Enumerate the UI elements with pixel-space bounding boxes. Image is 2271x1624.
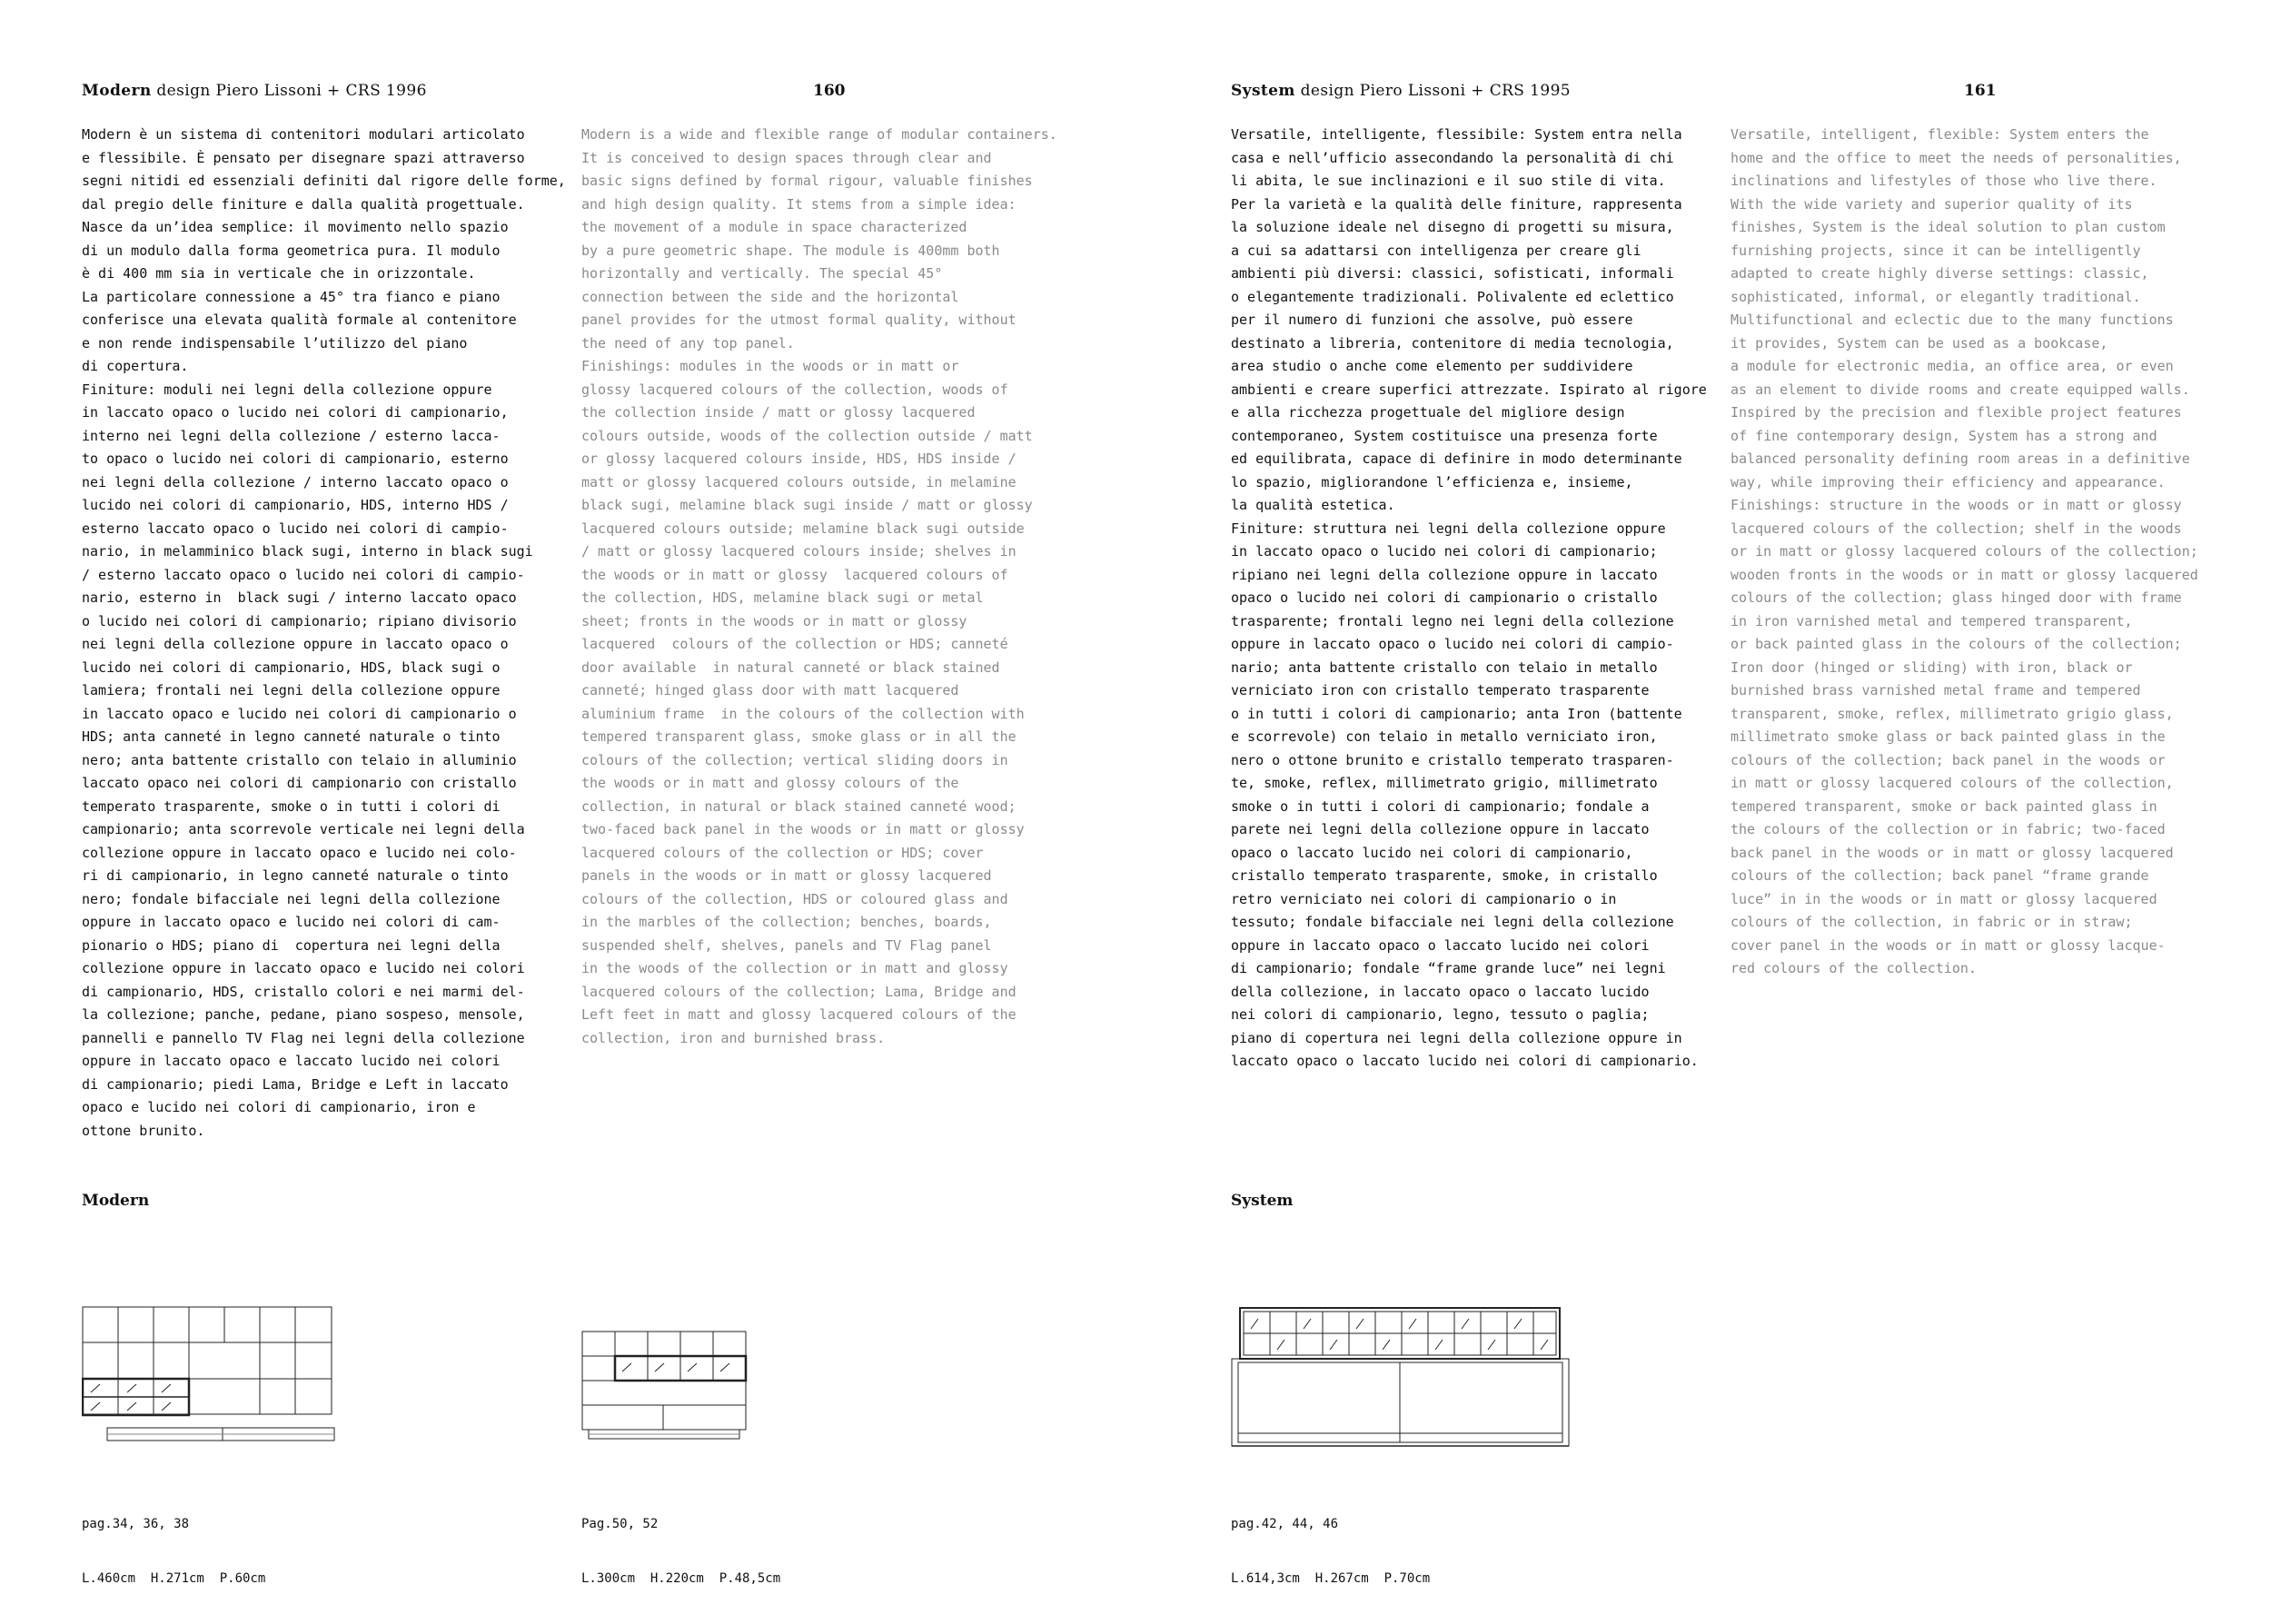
modern-composition-1-drawing: [82, 1306, 345, 1453]
italian-description: Versatile, intelligente, flessibile: System entra nella casa e nell’ufficio assecondando la personalità di chi li abita, le sue inclinazioni e il suo stile di vita. Per la varietà e la qualità delle finiture, rappresenta la soluzione ideale nel disegno di progetti su misura, a cui sa adattarsi con intelligenza per creare gli ambienti più diversi: classici, sofisticati, informali o elegantemente tradizionali. Polivalente ed eclettico per il numero di funzioni che assolve, può essere destinato a libreria, contenitore di media tecnologia, area studio o anche come elemento per suddividere ambienti e creare superfici attrezzate. Ispirato al rigore e alla ricchezza progettuale del migliore design contemporaneo, System costituisce una presenza forte ed equilibrata, capace di definire in modo determinante lo spazio, migliorandone l’efficienza e, insieme, la qualità estetica. Finiture: struttura nei legni della collezione oppure in laccato opaco o lucido nei colori di campionario; ripiano nei legni della collezione oppure in laccato opaco o lucido nei colori di campionario o cristallo trasparente; frontali legno nei legni della collezione oppure in laccato opaco o lucido nei colori di campio- nario; anta battente cristallo con telaio in metallo verniciato iron con cristallo temperato trasparente o in tutti i colori di campionario; anta Iron (battente e scorrevole) con telaio in metallo verniciato iron, nero o ottone brunito e cristallo temperato trasparen- te, smoke, reflex, millimetrato grigio, millimetrato smoke o in tutti i colori di campionario; fondale a parete nei legni della collezione oppure in laccato opaco o laccato lucido nei colori di campionario, cristallo temperato trasparente, smoke, in cristallo retro verniciato nei colori di campionario o in tessuto; fondale bifacciale nei legni della collezione oppure in laccato opaco o laccato lucido nei colori di campionario; fondale “frame grande luce” nei legni della collezione, in laccato opaco o laccato lucido nei colori di campionario, legno, tessuto o paglia; piano di copertura nei legni della collezione oppure in laccato opaco o laccato lucido nei colori di campionario.: [1231, 126, 1707, 1069]
collection-title: System: [1231, 82, 1295, 100]
product-caption-1: [82, 1479, 265, 1624]
collection-credit: design Piero Lissoni + CRS 1996: [156, 82, 427, 100]
left-page: [0, 0, 1136, 1606]
english-description: Versatile, intelligent, flexible: System enters the home and the office to meet the needs of personalities, inclinations and lifestyles of those who live there. With the wide variety and superior quality of its finishes, System is the ideal solution to plan custom furnishing projects, since it can be intelligently adapted to create highly diverse settings: classic, sophisticated, informal, or elegantly traditional. Multifunctional and eclectic due to the many functions it provides, System can be used as a bookcase, a module for electronic media, an office area, or even as an element to divide rooms and create equipped walls. Inspired by the precision and flexible project features of fine contemporary design, System has a strong and balanced personality defining room areas in a definitive way, while improving their efficiency and appearance. Finishings: structure in the woods or in matt or glossy lacquered colours of the collection; shelf in the woods or in matt or glossy lacquered colours of the collection; wooden fronts in the woods or in matt or glossy lacquered colours of the collection; glass hinged door with frame in iron varnished metal and tempered transparent, or back painted glass in the colours of the collection; Iron door (hinged or sliding) with iron, black or burnished brass varnished metal frame and tempered transparent, smoke, reflex, millimetrato grigio glass, millimetrato smoke glass or back painted glass in the colours of the collection; back panel in the woods or in matt or glossy lacquered colours of the collection, tempered transparent, smoke or back painted glass in the colours of the collection or in fabric; two-faced back panel in the woods or in matt or glossy lacquered colours of the collection; back panel “frame grande luce” in in the woods or in matt or glossy lacquered colours of the collection, in fabric or in straw; cover panel in the woods or in matt or glossy lacque- red colours of the collection.: [1731, 126, 2198, 976]
collection-title: Modern: [82, 82, 152, 100]
page-number: 161: [1964, 82, 1997, 100]
system-composition-drawing: [1231, 1306, 1576, 1456]
collection-credit: design Piero Lissoni + CRS 1995: [1300, 82, 1572, 100]
page-number: 160: [813, 82, 846, 100]
product-caption-2: [581, 1479, 780, 1624]
english-description: Modern is a wide and flexible range of modular containers. It is conceived to design spaces through clear and basic signs defined by formal rigour, valuable finishes and high design quality. It stems from a simple idea: the movement of a module in space characterized by a pure geometric shape. The module is 400mm both horizontally and vertically. The special 45° connection between the side and the horizontal panel provides for the utmost formal quality, without the need of any top panel. Finishings: modules in the woods or in matt or glossy lacquered colours of the collection, woods of the collection inside / matt or glossy lacquered colours outside, woods of the collection outside / matt or glossy lacquered colours inside, HDS, HDS inside / matt or glossy lacquered colours outside, in melamine black sugi, melamine black sugi inside / matt or glossy lacquered colours outside; melamine black sugi outside / matt or glossy lacquered colours inside; shelves in the woods or in matt or glossy lacquered colours of the collection, HDS, melamine black sugi or metal sheet; fronts in the woods or in matt or glossy lacquered colours of the collection or HDS; canneté door available in natural canneté or black stained canneté; hinged glass door with matt lacquered aluminium frame in the colours of the collection with tempered transparent glass, smoke glass or in all the colours of the collection; vertical sliding doors in the woods or in matt and glossy colours of the collection, in natural or black stained canneté wood; two-faced back panel in the woods or in matt or glossy lacquered colours of the collection or HDS; cover panels in the woods or in matt or glossy lacquered colours of the collection, HDS or coloured glass and in the marbles of the collection; benches, boards, suspended shelf, shelves, panels and TV Flag panel in the woods of the collection or in matt and glossy lacquered colours of the collection; Lama, Bridge and Left feet in matt and glossy lacquered colours of the collection, iron and burnished brass.: [581, 126, 1057, 1046]
product-pages: pag.34, 36, 38: [82, 1517, 190, 1531]
page-header: [82, 82, 427, 100]
product-dimensions: L.460cm H.271cm P.60cm: [82, 1571, 266, 1586]
section-label: Modern: [82, 1192, 150, 1210]
italian-description: Modern è un sistema di contenitori modulari articolato e flessibile. È pensato per disegnare spazi attraverso segni nitidi ed essenziali definiti dal rigore delle forme, dal pregio delle finiture e dalla qualità progettuale. Nasce da un’idea semplice: il movimento nello spazio di un modulo dalla forma geometrica pura. Il modulo è di 400 mm sia in verticale che in orizzontale. La particolare connessione a 45° tra fianco e piano conferisce una elevata qualità formale al contenitore e non rende indispensabile l’utilizzo del piano di copertura. Finiture: moduli nei legni della collezione oppure in laccato opaco o lucido nei colori di campionario, interno nei legni della collezione / esterno lacca- to opaco o lucido nei colori di campionario, esterno nei legni della collezione / interno laccato opaco o lucido nei colori di campionario, HDS, interno HDS / esterno laccato opaco o lucido nei colori di campio- nario, in melamminico black sugi, interno in black sugi / esterno laccato opaco o lucido nei colori di campio- nario, esterno in black sugi / interno laccato opaco o lucido nei colori di campionario; ripiano divisorio nei legni della collezione oppure in laccato opaco o lucido nei colori di campionario, HDS, black sugi o lamiera; frontali nei legni della collezione oppure in laccato opaco e lucido nei colori di campionario o HDS; anta canneté in legno canneté naturale o tinto nero; anta battente cristallo con telaio in alluminio laccato opaco nei colori di campionario con cristallo temperato trasparente, smoke o in tutti i colori di campionario; anta scorrevole verticale nei legni della collezione oppure in laccato opaco e lucido nei colo- ri di campionario, in legno canneté naturale o tinto nero; fondale bifacciale nei legni della collezione oppure in laccato opaco e lucido nei colori di cam- pionario o HDS; piano di copertura nei legni della collezione oppure in laccato opaco e lucido nei colori di campionario, HDS, cristallo colori e nei marmi del- la collezione; panche, pedane, piano sospeso, mensole, pannelli e pannello TV Flag nei legni della collezione oppure in laccato opaco e laccato lucido nei colori di campionario; piedi Lama, Bridge e Left in laccato opaco e lucido nei colori di campionario, iron e ottone brunito.: [82, 126, 566, 1139]
product-caption-1: [1231, 1479, 1430, 1624]
right-page: [1136, 0, 2271, 1606]
product-pages: Pag.50, 52: [581, 1517, 659, 1531]
product-pages: pag.42, 44, 46: [1231, 1517, 1339, 1531]
modern-composition-2-drawing: [581, 1331, 754, 1453]
section-label: System: [1231, 1192, 1294, 1210]
product-dimensions: L.614,3cm H.267cm P.70cm: [1231, 1571, 1431, 1586]
page-header: [1231, 82, 1571, 100]
product-dimensions: L.300cm H.220cm P.48,5cm: [581, 1571, 781, 1586]
